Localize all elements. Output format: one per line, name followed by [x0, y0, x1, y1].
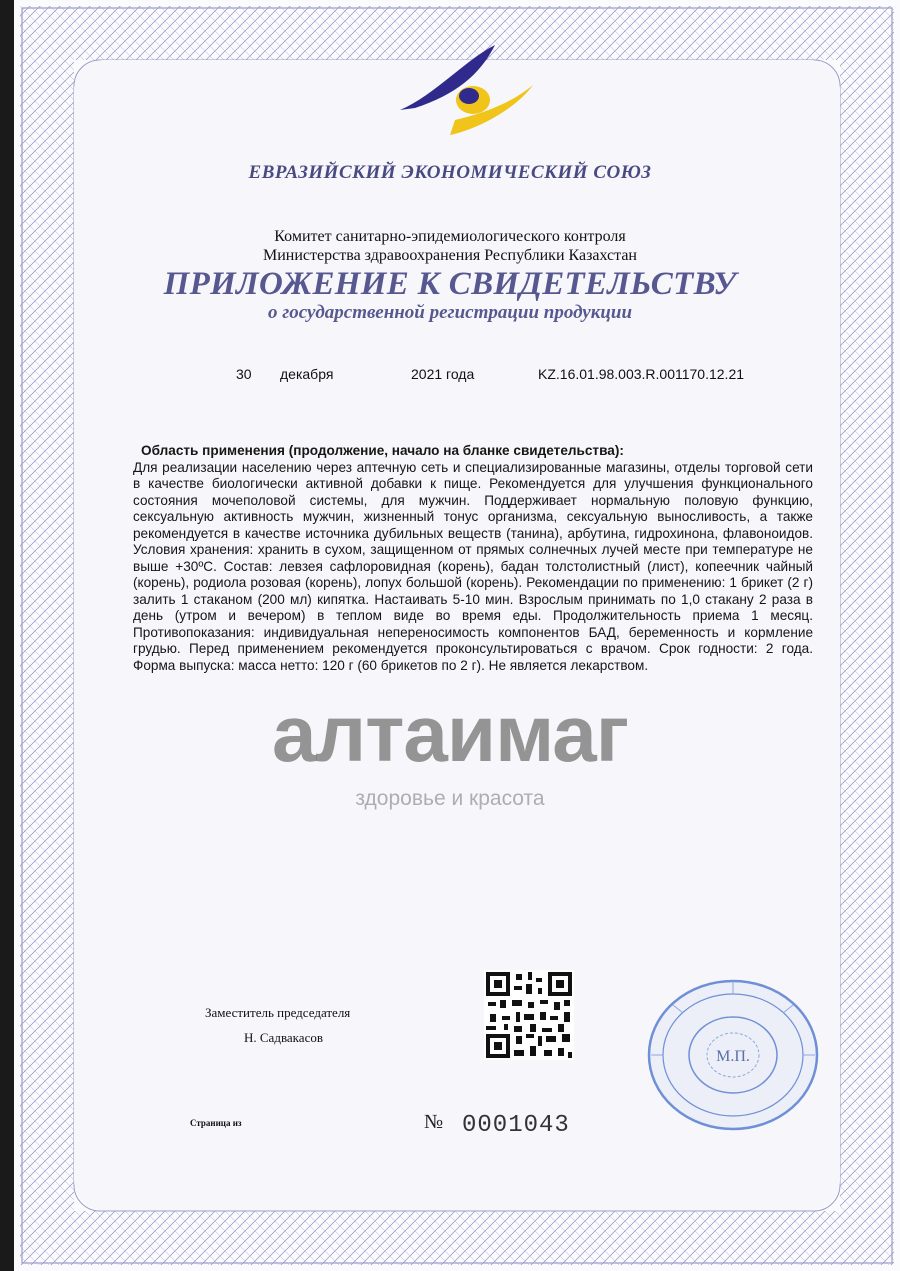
- watermark-slogan: здоровье и красота: [355, 787, 545, 810]
- registration-number: KZ.16.01.98.003.R.001170.12.21: [538, 366, 745, 382]
- date-year: 2021 года: [411, 366, 475, 382]
- committee-line-2: Министерства здравоохранения Республики Казахстан: [263, 247, 637, 264]
- scope-heading: Область применения (продолжение, начало на бланке свидетельства):: [141, 443, 624, 458]
- main-title: ПРИЛОЖЕНИЕ К СВИДЕТЕЛЬСТВУ: [163, 266, 737, 302]
- official-seal: [643, 975, 823, 1135]
- seal-text: М.П.: [716, 1048, 750, 1065]
- date-month: декабря: [280, 366, 334, 382]
- eaeu-logo: [395, 40, 535, 145]
- union-title: ЕВРАЗИЙСКИЙ ЭКОНОМИЧЕСКИЙ СОЮЗ: [248, 162, 652, 183]
- watermark-brand: алтаимаг: [271, 689, 629, 778]
- scan-edge-strip: [0, 0, 14, 1271]
- signer-name: Н. Садвакасов: [244, 1030, 323, 1045]
- form-number: 0001043: [462, 1112, 570, 1139]
- number-sign: №: [424, 1111, 444, 1133]
- qr-code: [484, 970, 574, 1060]
- scope-section: [133, 443, 813, 674]
- page-label: Страница из: [190, 1118, 242, 1128]
- committee-line-1: Комитет санитарно-эпидемиологического контроля: [274, 228, 626, 245]
- scope-text: Для реализации населению через аптечную сеть и специализированные магазины, отделы торговой сети в качестве биологически активной добавки к пище. Рекомендуется для улучшения функционального состояния мочеполовой системы, для мужчин. Поддерживает нормальную половую функцию, сексуальную активность мужчин, жизненный тонус организма, сексуальную выносливость, а также рекомендуется в качестве источника дубильных веществ (танина), арбутина, гидрохинона, флавоноидов. Условия хранения: хранить в сухом, защищенном от прямых солнечных лучей месте при температуре не выше +30ºС. Состав: левзея сафлоровидная (корень), бадан толстолистный (лист), копеечник чайный (корень), родиола розовая (корень), лопух большой (корень). Рекомендации по применению: 1 брикет (2 г) залить 1 стаканом (200 мл) кипятка. Настаивать 5-10 мин. Взрослым принимать по 1,0 стакану 2 раза в день (утром и вечером) в теплом виде во время еды. Продолжительность приема 1 месяц. Противопоказания: индивидуальная непереносимость компонентов БАД, беременность и кормление грудью. Перед применением рекомендуется проконсультироваться с врачом. Срок годности: 2 года. Форма выпуска: масса нетто: 120 г (60 брикетов по 2 г). Не является лекарством.: [133, 459, 813, 673]
- date-day: 30: [236, 366, 252, 382]
- signer-title: Заместитель председателя: [205, 1005, 351, 1020]
- sub-title: о государственной регистрации продукции: [267, 302, 633, 323]
